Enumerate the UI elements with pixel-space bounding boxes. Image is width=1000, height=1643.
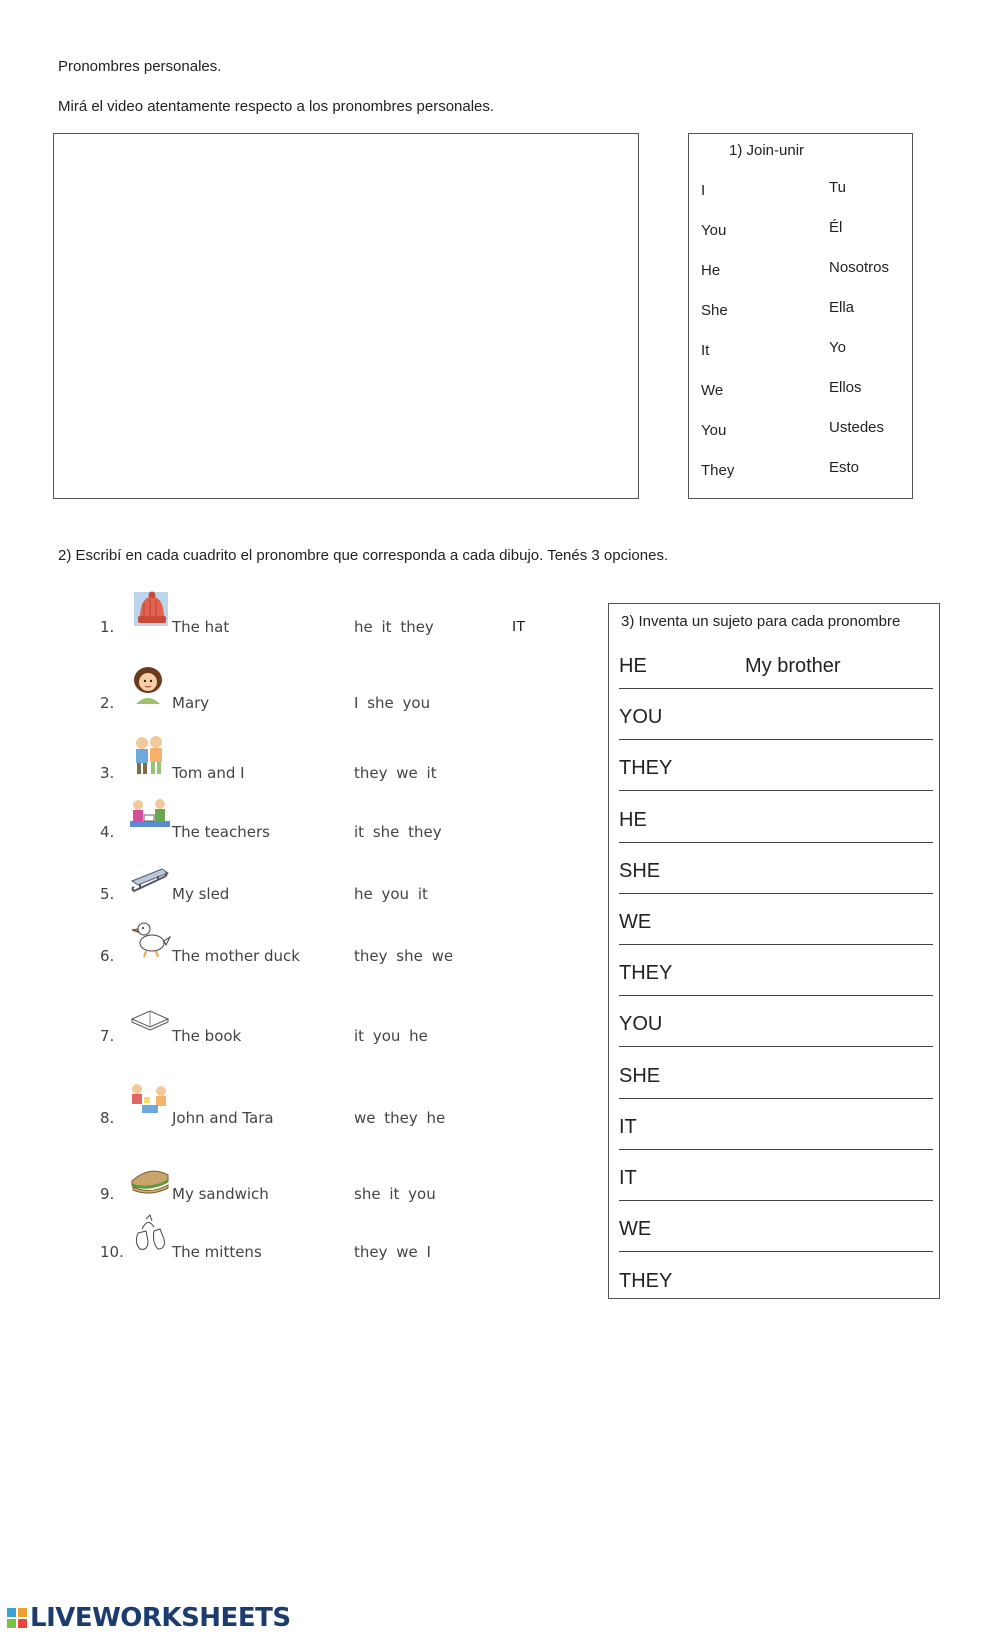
subject-pronoun: YOU [619, 1013, 663, 1036]
join-english-word[interactable]: I [701, 182, 706, 199]
subject-answer-input[interactable] [745, 962, 925, 985]
teachers-icon [128, 793, 172, 835]
subject-row [619, 1200, 933, 1252]
subject-row [619, 842, 933, 894]
mittens-icon [128, 1213, 172, 1255]
item-number: 7. [100, 1027, 115, 1045]
sandwich-icon [128, 1155, 172, 1197]
exercise2-instruction: 2) Escribí en cada cuadrito el pronombre que corresponda a cada dibujo. Tenés 3 opciones. [58, 547, 669, 564]
item-label: The teachers [172, 823, 270, 841]
pronoun-answer-input[interactable] [512, 947, 572, 964]
subject-answer-input[interactable] [745, 1065, 925, 1088]
subject-row [619, 944, 933, 996]
item-number: 4. [100, 823, 115, 841]
join-english-word[interactable]: You [701, 422, 727, 439]
subject-pronoun: SHE [619, 859, 661, 882]
join-box [688, 133, 913, 499]
subject-answer-input[interactable] [745, 1167, 925, 1190]
subject-answer-input[interactable] [745, 706, 925, 729]
subject-title: 3) Inventa un sujeto para cada pronombre [621, 613, 901, 630]
join-spanish-word[interactable]: Ella [829, 299, 855, 316]
join-english-word[interactable]: You [701, 222, 727, 239]
subject-row [619, 637, 933, 689]
pronoun-answer-input[interactable] [512, 618, 572, 635]
pronoun-answer-input[interactable] [512, 823, 572, 840]
join-title: 1) Join-unir [729, 142, 805, 159]
item-number: 10. [100, 1243, 124, 1261]
item-label: John and Tara [172, 1109, 274, 1127]
subject-answer-input[interactable] [745, 1013, 925, 1036]
page-title: Pronombres personales. [58, 58, 222, 75]
subject-pronoun: IT [619, 1115, 637, 1138]
join-spanish-word[interactable]: Ustedes [829, 419, 885, 436]
join-spanish-word[interactable]: Tu [829, 179, 846, 196]
item-number: 8. [100, 1109, 115, 1127]
logo-blocks-icon [6, 1607, 28, 1629]
item-label: Tom and I [172, 764, 245, 782]
subject-answer-input[interactable] [745, 655, 925, 678]
girl-icon [128, 664, 172, 706]
item-label: The mother duck [172, 947, 300, 965]
join-spanish-word[interactable]: Nosotros [829, 259, 890, 276]
subject-row [619, 1149, 933, 1201]
pronoun-options: she it you [354, 1185, 436, 1203]
book-icon [128, 997, 172, 1039]
subject-pronoun: WE [619, 1218, 652, 1241]
item-label: My sled [172, 885, 230, 903]
item-number: 9. [100, 1185, 115, 1203]
item-label: The book [172, 1027, 242, 1045]
pronoun-answer-input[interactable] [512, 1109, 572, 1126]
pronoun-options: they she we [354, 947, 454, 965]
logo-text: LIVEWORKSHEETS [30, 1603, 291, 1633]
subject-pronoun: IT [619, 1167, 637, 1189]
two-kids-icon [128, 734, 172, 776]
item-number: 3. [100, 764, 115, 782]
subject-pronoun: THEY [619, 962, 673, 985]
pronoun-options: it she they [354, 823, 442, 841]
duck-icon [128, 917, 172, 959]
join-english-word[interactable]: He [701, 262, 721, 279]
pronoun-options: I she you [354, 694, 431, 712]
join-english-word[interactable]: She [701, 302, 728, 319]
subject-pronoun: THEY [619, 757, 673, 780]
pronoun-options: he you it [354, 885, 428, 903]
video-instruction: Mirá el video atentamente respecto a los pronombres personales. [58, 98, 495, 115]
item-number: 2. [100, 694, 115, 712]
pronoun-answer-input[interactable] [512, 1243, 572, 1260]
pronoun-answer-input[interactable] [512, 1027, 572, 1044]
subject-answer-input[interactable] [745, 1270, 925, 1293]
join-spanish-word[interactable]: Esto [829, 459, 860, 476]
pronoun-options: he it they [354, 618, 434, 636]
subject-answer-input[interactable] [745, 911, 925, 934]
item-label: The hat [172, 618, 230, 636]
pronoun-options: they we it [354, 764, 437, 782]
subject-answer-input[interactable] [745, 1116, 925, 1139]
item-label: The mittens [172, 1243, 262, 1261]
subject-answer-input[interactable] [745, 1218, 925, 1241]
pronoun-answer-input[interactable] [512, 694, 572, 711]
subject-row [619, 688, 933, 740]
subject-pronoun: HE [619, 808, 647, 831]
subject-answer-input[interactable] [745, 860, 925, 883]
subject-row [619, 1047, 933, 1099]
pronoun-options: they we I [354, 1243, 431, 1261]
item-number: 1. [100, 618, 115, 636]
subject-pronoun: HE [619, 655, 647, 677]
subject-row [619, 1251, 933, 1303]
pronoun-options: it you he [354, 1027, 428, 1045]
subject-pronoun: SHE [619, 1064, 661, 1087]
subject-answer-input[interactable] [745, 809, 925, 832]
join-spanish-word[interactable]: Yo [829, 339, 846, 356]
subject-pronoun: THEY [619, 1270, 673, 1293]
liveworksheets-logo[interactable] [6, 1603, 291, 1633]
subject-pronoun: WE [619, 911, 652, 933]
item-number: 5. [100, 885, 115, 903]
pronoun-answer-input[interactable] [512, 1185, 572, 1202]
hat-icon [128, 588, 172, 630]
subject-answer-input[interactable] [745, 757, 925, 780]
join-english-word[interactable]: We [701, 382, 724, 399]
item-label: My sandwich [172, 1185, 269, 1203]
subject-row [619, 893, 933, 945]
kids-playing-icon [128, 1079, 172, 1121]
subject-row [619, 995, 933, 1047]
subject-row [619, 739, 933, 791]
subject-box [608, 603, 940, 1299]
subject-row [619, 1098, 933, 1150]
subject-pronoun: YOU [619, 706, 663, 729]
subject-row [619, 791, 933, 843]
sled-icon [128, 855, 172, 897]
pronoun-answer-input[interactable] [512, 764, 572, 781]
join-spanish-word[interactable]: Ellos [829, 379, 862, 396]
pronoun-options: we they he [354, 1109, 446, 1127]
pronoun-answer-input[interactable] [512, 885, 572, 902]
item-label: Mary [172, 694, 210, 712]
join-english-word[interactable]: They [701, 462, 735, 479]
join-spanish-word[interactable]: Él [829, 219, 843, 236]
join-english-word[interactable]: It [701, 342, 710, 359]
video-frame[interactable] [53, 133, 639, 499]
item-number: 6. [100, 947, 115, 965]
